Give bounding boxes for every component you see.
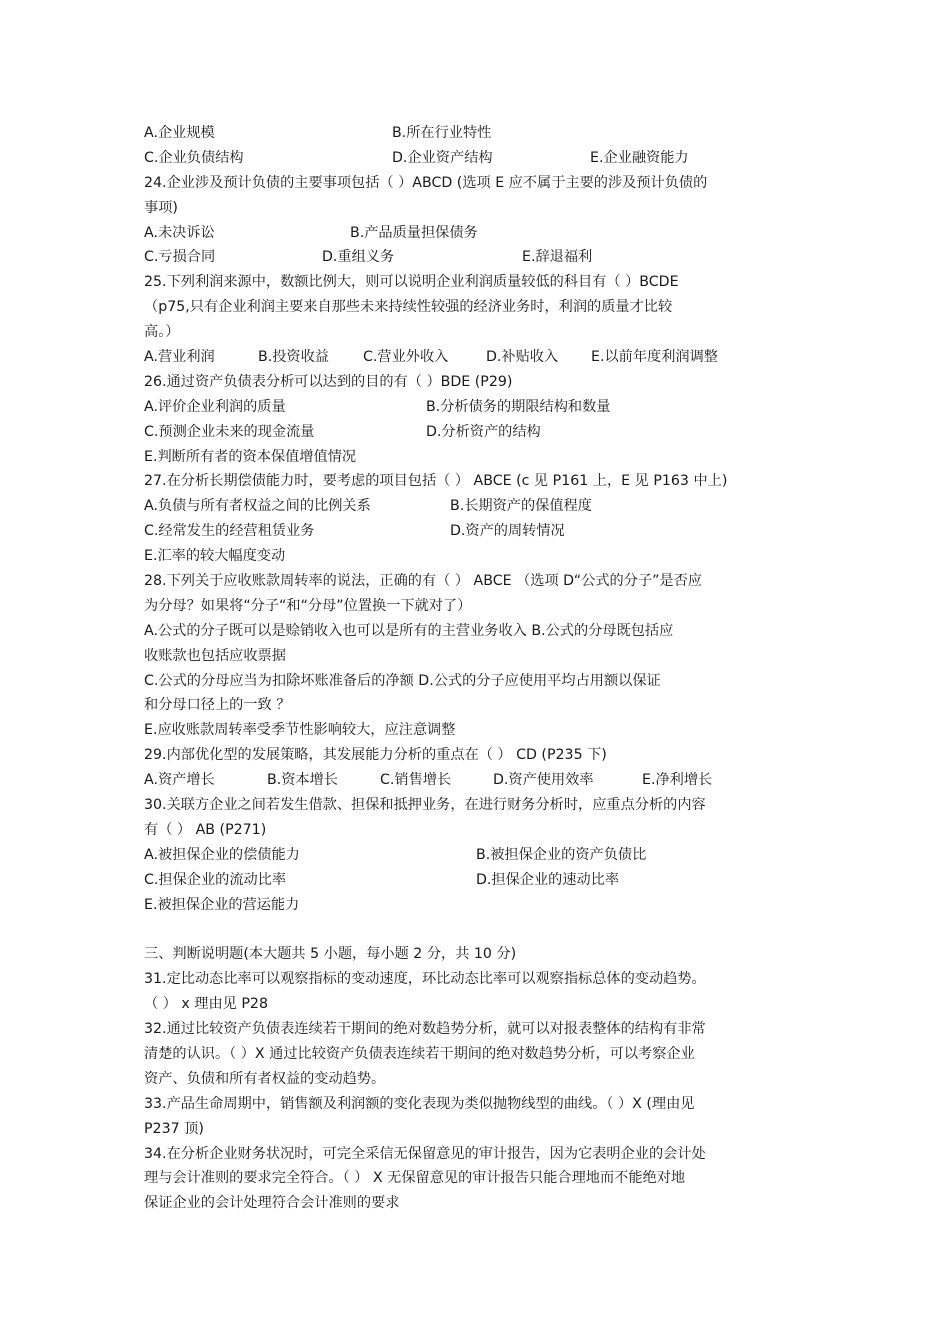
q27-options-row-1 bbox=[144, 494, 810, 519]
q26-options-row-2 bbox=[144, 420, 810, 445]
q23-option-c: C.企业负债结构 bbox=[144, 149, 244, 166]
q26-options-row-1 bbox=[144, 395, 810, 420]
q31-line-2: （ ） x 理由见 P28 bbox=[144, 996, 268, 1013]
q26-option-a: A.评价企业利润的质量 bbox=[144, 398, 286, 415]
q23-options-row-2 bbox=[144, 146, 810, 171]
q26-option-c: C.预测企业未来的现金流量 bbox=[144, 423, 315, 440]
q28-option-ab-line-2: 收账款也包括应收票据 bbox=[144, 647, 286, 664]
q24-option-d: D.重组义务 bbox=[322, 249, 395, 266]
q26-option-e: E.判断所有者的资本保值增值情况 bbox=[144, 448, 357, 465]
q28-option-ab-line-1: A.公式的分子既可以是赊销收入也可以是所有的主营业务收入 B.公式的分母既包括应 bbox=[144, 622, 674, 639]
q26-option-d: D.分析资产的结构 bbox=[426, 423, 541, 440]
q30-option-b: B.被担保企业的资产负债比 bbox=[476, 846, 647, 863]
q30-option-a: A.被担保企业的偿债能力 bbox=[144, 846, 300, 863]
q25-option-b: B.投资收益 bbox=[258, 349, 329, 366]
q30-stem-line-1: 30.关联方企业之间若发生借款、担保和抵押业务，在进行财务分析时，应重点分析的内容 bbox=[144, 797, 706, 814]
q25-stem-line-2: （p75,只有企业利润主要来自那些未来持续性较强的经济业务时，利润的质量才比较 bbox=[144, 299, 673, 316]
q29-option-e: E.净利增长 bbox=[642, 772, 713, 789]
q28-option-cd-line-2: 和分母口径上的一致 ？ bbox=[144, 697, 291, 714]
q32-line-3: 资产、负债和所有者权益的变动趋势。 bbox=[144, 1070, 386, 1087]
q26-stem-line-1: 26.通过资产负债表分析可以达到的目的有（ ）BDE (P29) bbox=[144, 373, 513, 390]
q23-option-e: E.企业融资能力 bbox=[590, 149, 689, 166]
section-3-title: 三、判断说明题(本大题共 5 小题，每小题 2 分，共 10 分) bbox=[144, 946, 517, 963]
q27-option-e: E.汇率的较大幅度变动 bbox=[144, 548, 286, 565]
q25-options-row bbox=[144, 345, 810, 370]
q33-line-2: P237 顶) bbox=[144, 1120, 204, 1137]
q27-option-b: B.长期资产的保值程度 bbox=[450, 498, 592, 515]
q23-option-b: B.所在行业特性 bbox=[392, 125, 492, 141]
q24-option-b: B.产品质量担保债务 bbox=[350, 224, 478, 241]
q30-options-row-1 bbox=[144, 843, 810, 868]
q29-stem-line-1: 29.内部优化型的发展策略，其发展能力分析的重点在（ ） CD (P235 下) bbox=[144, 747, 607, 764]
q29-option-a: A.资产增长 bbox=[144, 772, 215, 789]
q27-option-d: D.资产的周转情况 bbox=[450, 523, 565, 540]
q25-option-a: A.营业利润 bbox=[144, 349, 215, 366]
blank-spacer bbox=[144, 918, 810, 943]
q25-option-d: D.补贴收入 bbox=[486, 349, 559, 366]
q25-stem-line-3: 高。） bbox=[144, 324, 180, 341]
q30-stem-line-2: 有（ ） AB (P271) bbox=[144, 821, 267, 838]
q34-line-3: 保证企业的会计处理符合会计准则的要求 bbox=[144, 1195, 400, 1212]
q24-options-row-2 bbox=[144, 245, 810, 270]
q27-options-row-2 bbox=[144, 519, 810, 544]
q24-option-e: E.辞退福利 bbox=[522, 249, 593, 266]
q27-option-c: C.经常发生的经营租赁业务 bbox=[144, 523, 315, 540]
q31-line-1: 31.定比动态比率可以观察指标的变动速度，环比动态比率可以观察指标总体的变动趋势。 bbox=[144, 971, 706, 988]
q25-stem-line-1: 25.下列利润来源中，数额比例大，则可以说明企业利润质量较低的科目有（ ）BCDE bbox=[144, 274, 679, 291]
q28-stem-line-1: 28.下列关于应收账款周转率的说法，正确的有（ ） ABCE （选项 D“公式的分子”是否应 bbox=[144, 573, 702, 590]
q25-option-c: C.营业外收入 bbox=[363, 349, 449, 366]
q24-stem-line-2: 事项) bbox=[144, 199, 178, 216]
q30-options-row-2 bbox=[144, 868, 810, 893]
exam-page bbox=[144, 121, 810, 1216]
q24-option-c: C.亏损合同 bbox=[144, 249, 216, 266]
q30-option-d: D.担保企业的速动比率 bbox=[476, 871, 620, 888]
q27-option-a: A.负债与所有者权益之间的比例关系 bbox=[144, 498, 371, 515]
q28-option-e: E.应收账款周转率受季节性影响较大，应注意调整 bbox=[144, 722, 456, 739]
q29-options-row bbox=[144, 768, 810, 793]
q23-option-d: D.企业资产结构 bbox=[392, 149, 493, 166]
q29-option-c: C.销售增长 bbox=[380, 772, 452, 789]
q32-line-1: 32.通过比较资产负债表连续若干期间的绝对数趋势分析，就可以对报表整体的结构有非常 bbox=[144, 1021, 706, 1038]
q28-option-cd-line-1: C.公式的分母应当为扣除坏账准备后的净额 D.公式的分子应使用平均占用额以保证 bbox=[144, 672, 661, 689]
q24-options-row-1 bbox=[144, 221, 810, 246]
q30-option-e: E.被担保企业的营运能力 bbox=[144, 896, 300, 913]
q34-line-1: 34.在分析企业财务状况时，可完全采信无保留意见的审计报告，因为它表明企业的会计处 bbox=[144, 1145, 706, 1162]
q28-stem-line-2: 为分母？如果将“分子“和“分母”位置换一下就对了） bbox=[144, 597, 472, 614]
q29-option-d: D.资产使用效率 bbox=[493, 772, 594, 789]
q25-option-e: E.以前年度利润调整 bbox=[591, 349, 718, 366]
q23-option-a: A.企业规模 bbox=[144, 125, 215, 141]
q34-line-2: 理与会计准则的要求完全符合。（ ） X 无保留意见的审计报告只能合理地而不能绝对地 bbox=[144, 1170, 686, 1187]
q24-stem-line-1: 24.企业涉及预计负债的主要事项包括（ ）ABCD (选项 E 应不属于主要的涉及预计负债的 bbox=[144, 174, 708, 191]
q27-stem-line-1: 27.在分析长期偿债能力时，要考虑的项目包括（ ） ABCE (c 见 P161 上，E 见 P163 中上) bbox=[144, 473, 728, 490]
q24-option-a: A.未决诉讼 bbox=[144, 224, 215, 241]
q30-option-c: C.担保企业的流动比率 bbox=[144, 871, 287, 888]
q33-line-1: 33.产品生命周期中，销售额及利润额的变化表现为类似抛物线型的曲线。（ ）X (理由见 bbox=[144, 1095, 695, 1112]
q23-options-row-1 bbox=[144, 121, 810, 146]
q26-option-b: B.分析债务的期限结构和数量 bbox=[426, 398, 611, 415]
q32-line-2: 清楚的认识。（ ）X 通过比较资产负债表连续若干期间的绝对数趋势分析，可以考察企业 bbox=[144, 1045, 695, 1062]
q29-option-b: B.资本增长 bbox=[267, 772, 338, 789]
